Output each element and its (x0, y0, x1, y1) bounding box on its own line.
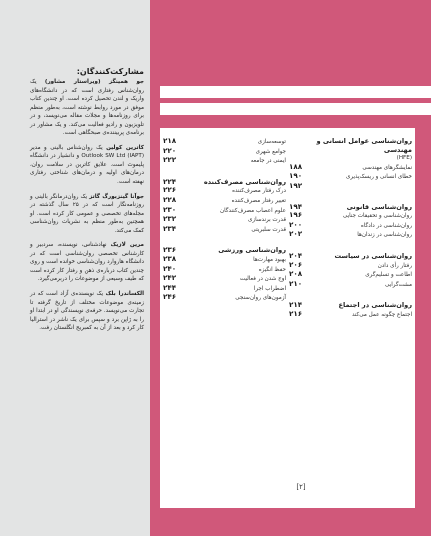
toc-entry-label: (HFE) (396, 155, 412, 162)
contributor-paragraph (30, 290, 144, 333)
toc-entry-page: ۲۲۰ (163, 145, 177, 155)
toc-entry[interactable] (289, 280, 412, 290)
contributors-list (30, 78, 144, 333)
toc-section-label: روان‌شناسی عوامل انسانی و مهندسی (316, 137, 412, 154)
toc-section-page: ۲۰۴ (289, 250, 303, 260)
toc-entry[interactable] (289, 163, 412, 173)
toc-entry[interactable] (163, 225, 286, 235)
toc-entry-label: آزمون‌های روان‌سنجی (235, 295, 286, 302)
toc-entry-label: اضطراب اجرا (253, 285, 286, 292)
contributors-panel (0, 0, 150, 536)
toc-entry-page: ۲۱۸ (163, 136, 177, 145)
toc-section-title (289, 137, 412, 154)
toc-entry[interactable] (289, 230, 412, 240)
toc-entry[interactable] (163, 293, 286, 303)
toc-entry-page: ۲۰۸ (289, 269, 303, 279)
toc-entry[interactable] (163, 215, 286, 225)
toc-entry-label: اطاعت و تسلیم‌گری (365, 272, 412, 279)
header-stripe-1 (160, 86, 431, 98)
toc-entry-label: خطای انسانی و ریسک‌پذیری (346, 174, 412, 181)
toc-entry-label: درک رفتار مصرف‌کننده (232, 188, 286, 195)
toc-entry-page: ۱۹۶ (289, 210, 303, 220)
toc-entry-label: حفظ انگیزه (258, 266, 286, 273)
toc-entry[interactable] (163, 206, 286, 216)
toc-entry-label: بهبود مهارت‌ها (253, 256, 286, 263)
toc-entry-page: ۲۱۰ (289, 278, 303, 288)
toc-entry[interactable] (289, 211, 412, 221)
toc-entry-label: اجتماع چگونه عمل می‌کند (351, 311, 412, 318)
toc-entry[interactable] (289, 154, 412, 163)
toc-entry-label: تغییر رفتار مصرف‌کننده (231, 197, 286, 204)
toc-section-page: ۲۱۴ (289, 300, 303, 310)
contributor-paragraph (30, 78, 144, 138)
contributor-bio: یک روان‌شناس رفتاری است که در دانشگاه‌های واریک و لندن تحصیل کرده است. او چندین کتاب موفق در مورد روابط نوشته است، به‌طور منظم برای روزنامه‌ها و مجلات مقاله می‌نویسد، و در تلویزیون و رادیو فعالیت می‌کند. و یک مشاور در برنامه‌ی پربیننده‌ی صبحگاهی است. (30, 79, 144, 137)
contributor-name: جو همینگز (109, 79, 144, 85)
toc-entry[interactable] (289, 182, 412, 191)
toc-entry-label: رفتار رأی دادن (377, 262, 412, 269)
page-number: [۲] (296, 483, 306, 491)
header-stripe-2 (160, 103, 431, 115)
toc-entry-page: ۲۰۰ (289, 219, 303, 229)
toc-column-right (289, 137, 412, 320)
toc-entry[interactable] (289, 270, 412, 280)
toc-entry-page: ۲۴۲ (163, 273, 177, 283)
toc-entry-page: ۲۳۲ (163, 214, 177, 224)
toc-entry-page: ۲۴۶ (163, 292, 177, 302)
contributor-name: مرین لازیک (110, 242, 144, 249)
toc-section-title (163, 178, 286, 187)
toc-entry-label: توسعه‌سازی (257, 139, 286, 145)
toc-section-title (289, 301, 412, 310)
contributor-bio: یک روان‌شناس بالینی و مدیر Outlook SW Ltd (IAPT) و دانشیار در دانشگاه پلیموث است. علایق کاترین در سلامت روان، درمان‌های اولیه و درمان‌های شناختی رفتاری نهفته است. (30, 144, 144, 186)
toc-section-page: ۱۹۴ (289, 201, 303, 211)
toc-entry[interactable] (289, 172, 412, 182)
toc-section-label: روان‌شناسی مصرف‌کننده (203, 177, 286, 186)
toc-entry-page: ۲۰۶ (289, 259, 303, 269)
contributor-name: الکساندرا بلک (105, 291, 144, 298)
toc-section-page: ۲۲۴ (163, 176, 177, 186)
toc-entry[interactable] (163, 265, 286, 275)
toc-section-label: روان‌شناسی در اجتماع (338, 301, 412, 310)
toc-entry[interactable] (289, 310, 412, 320)
contributor-paragraph (30, 193, 144, 236)
toc-entry-page: ۲۰۲ (289, 229, 303, 239)
toc-section-title (289, 252, 412, 261)
toc-entry-page: ۲۳۰ (163, 204, 177, 214)
toc-section-page: ۲۳۶ (163, 245, 177, 255)
toc-entry-page: ۱۸۸ (289, 161, 303, 171)
toc-entry-page: ۲۴۰ (163, 263, 177, 273)
toc-entry[interactable] (163, 147, 286, 157)
toc-entry-page: ۲۱۶ (289, 308, 303, 318)
toc-entry-page: ۱۹۰ (289, 171, 303, 181)
contributors-text (30, 66, 144, 339)
toc-entry-label: ایمنی در جامعه (250, 158, 286, 165)
toc-entry-page: ۱۹۲ (289, 180, 303, 190)
toc-column-left (163, 137, 286, 303)
contributor-paragraph (30, 241, 144, 284)
contributor-role: (ویراستار مشاور) (44, 79, 110, 85)
toc-entry[interactable] (163, 255, 286, 265)
contributor-bio: یک روان‌درمانگر بالینی و روزنامه‌نگار است که در ۲۵ سال گذشته در مجله‌های تخصصی و عمومی کار کرده است. او همچنین به‌طور منظم به نشریات روان‌شناسی کمک می‌کند. (30, 193, 144, 234)
toc-entry-label: قدرت سلبریتی (251, 226, 286, 233)
toc-entry-label: مشت‌گرایی (384, 281, 412, 288)
toc-section-label: روان‌شناسی قانونی (346, 202, 412, 211)
toc-entry-label: علوم اعصاب مصرف‌کنندگان (220, 207, 286, 214)
toc-entry[interactable] (289, 261, 412, 271)
toc-entry-label: قدرت برندسازی (248, 217, 286, 224)
toc-entry[interactable] (289, 221, 412, 231)
toc-entry-page: ۲۲۲ (163, 155, 177, 165)
toc-entry-label: روان‌شناسی و تحقیقات جنایی (342, 213, 412, 220)
contributor-bio: نهاد‌شناس، نویسنده، سردبیر و کارشناس تخصصی روان‌شناسی است که در دانشگاه هاروارد روان‌شناسی خوانده است و روی چندین کتاب درباره‌ی ذهن و رفتار کار کرده است که طیف وسیعی از موضوعات را دربرمی‌گیرد. (30, 242, 144, 283)
toc-entry-page: ۲۳۸ (163, 253, 177, 263)
toc-section-label: روان‌شناسی ورزشی (218, 246, 286, 255)
toc-entry-label: نمایشگرهای مهندسی (362, 164, 412, 171)
toc-entry[interactable] (163, 196, 286, 206)
toc-section-title (289, 203, 412, 212)
toc-entry-label: روان‌شناسی در دادگاه (360, 222, 412, 229)
toc-entry-page: ۲۲۶ (163, 185, 177, 195)
toc-entry[interactable] (163, 156, 286, 166)
toc-entry-page: ۲۳۴ (163, 223, 177, 233)
toc-entry[interactable] (163, 284, 286, 294)
contributor-name: جوآنا گینزبورگ گاتز (89, 193, 144, 200)
toc-entry-page: ۲۲۸ (163, 194, 177, 204)
contributor-paragraph (30, 144, 144, 187)
toc-entry-label: جوامع شهری (255, 148, 286, 155)
contributors-heading: مشارکت‌کنندگان: (76, 67, 144, 76)
toc-entry-label: روان‌شناسی در زندان‌ها (357, 232, 412, 239)
toc-section-title (163, 246, 286, 255)
toc-entry-label: اوج شدن در فعالیت (239, 276, 286, 283)
toc-entry[interactable] (163, 186, 286, 196)
toc-entry[interactable] (163, 274, 286, 284)
contributor-name: کاترین کولین (106, 144, 144, 151)
contributor-bio: یک نویسنده‌ی آزاد است که در زمینه‌ی موضوعات مختلف از تاریخ گرفته تا تجارت می‌نویسد. حرفه‌ی نویسندگی او در ابتدا او را به ژاپن برد و سپس برای یک ناشر در استرالیا کار کرد و بعد از آن به کمبریج انگلستان رفت. (30, 291, 144, 332)
toc-entry[interactable] (163, 137, 286, 147)
table-of-contents (160, 128, 415, 508)
toc-entry-page: ۲۴۴ (163, 282, 177, 292)
toc-section-label: روان‌شناسی در سیاست (334, 251, 412, 260)
